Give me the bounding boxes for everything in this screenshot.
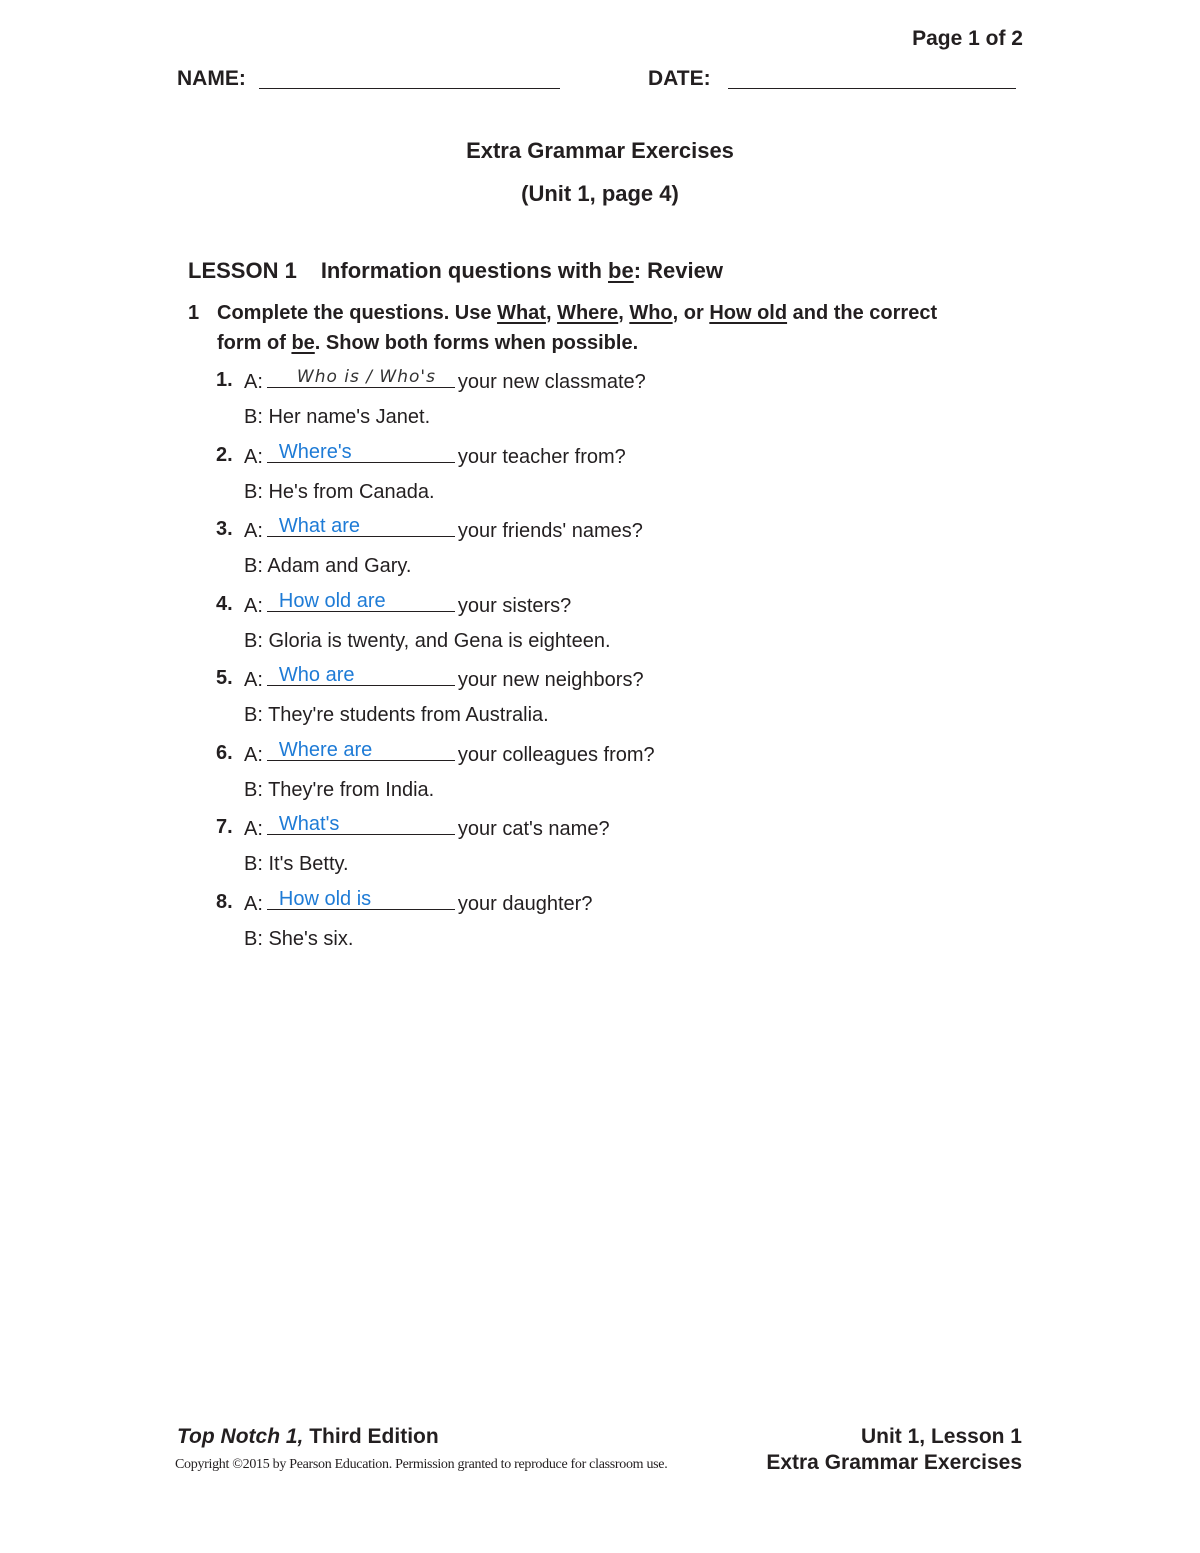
item-a-label: A:	[244, 446, 263, 468]
item-question	[244, 664, 644, 692]
item-answer-line: B: They're students from Australia.	[244, 704, 549, 726]
item-a-label: A:	[244, 893, 263, 915]
lesson-title-post: : Review	[633, 258, 723, 283]
instr-text: form of	[217, 332, 292, 354]
lesson-title-pre: Information questions with	[320, 258, 609, 283]
page-subtitle: (Unit 1, page 4)	[521, 181, 679, 206]
answer-blank[interactable]	[267, 515, 455, 537]
item-a-label: A:	[244, 520, 263, 542]
lesson-heading	[188, 258, 723, 284]
item-question	[244, 739, 655, 767]
answer-blank[interactable]	[267, 888, 455, 910]
item-question-rest: your friends' names?	[457, 520, 643, 542]
answer-text: Where are	[278, 739, 373, 761]
instr-word-who: Who	[629, 302, 673, 324]
footer-copyright: Copyright ©2015 by Pearson Education. Permission granted to reproduce for classroom use.	[175, 1457, 668, 1472]
footer-book-title	[177, 1425, 439, 1449]
item-a-label: A:	[244, 669, 263, 691]
item-number: 4.	[216, 593, 233, 615]
item-question	[244, 369, 646, 394]
answer-blank[interactable]	[267, 590, 455, 612]
item-question	[244, 441, 626, 469]
instr-text: . Show both forms when possible.	[314, 332, 639, 354]
answer-text: How old are	[278, 590, 386, 612]
answer-blank[interactable]	[267, 739, 455, 761]
footer-unit-lesson: Unit 1, Lesson 1	[860, 1425, 1022, 1448]
answer-text: How old is	[278, 888, 372, 910]
instr-text: Complete the questions. Use	[217, 302, 498, 324]
item-number: 8.	[216, 891, 233, 913]
item-question-rest: your cat's name?	[457, 818, 610, 840]
answer-blank[interactable]	[267, 664, 455, 686]
answer-text: Who is / Who's	[296, 367, 436, 387]
item-question-rest: your new neighbors?	[457, 669, 644, 691]
item-question	[244, 590, 572, 618]
name-line	[259, 88, 560, 89]
item-number: 7.	[216, 816, 233, 838]
item-question	[244, 515, 643, 543]
item-answer-line: B: She's six.	[244, 928, 354, 950]
lesson-title-be: be	[608, 258, 634, 283]
instr-sep: ,	[545, 302, 558, 324]
page-indicator: Page 1 of 2	[912, 27, 1023, 50]
instr-sep: , or	[672, 302, 710, 324]
item-number: 6.	[216, 742, 233, 764]
item-answer-line: B: It's Betty.	[244, 853, 349, 875]
answer-text: Where's	[278, 441, 352, 463]
item-answer-line: B: Adam and Gary.	[244, 555, 412, 577]
item-question-rest: your new classmate?	[457, 371, 646, 393]
item-number: 5.	[216, 667, 233, 689]
instr-sep: ,	[618, 302, 630, 324]
answer-text: Who are	[278, 664, 355, 686]
footer-section: Extra Grammar Exercises	[766, 1451, 1022, 1474]
instr-word-what: What	[497, 302, 546, 324]
instr-word-how-old: How old	[709, 302, 788, 324]
item-number: 1.	[216, 369, 233, 391]
date-label: DATE:	[648, 67, 711, 90]
instr-word-be: be	[291, 332, 315, 354]
item-question-rest: your teacher from?	[457, 446, 626, 468]
footer-book-name: Top Notch 1,	[177, 1425, 304, 1448]
date-line	[728, 88, 1016, 89]
item-answer-line: B: He's from Canada.	[244, 481, 435, 503]
item-answer-line: B: Gloria is twenty, and Gena is eighteen.	[244, 630, 611, 652]
answer-blank[interactable]	[267, 813, 455, 835]
item-a-label: A:	[244, 595, 263, 617]
item-question	[244, 888, 593, 916]
instr-word-where: Where	[557, 302, 619, 324]
name-label: NAME:	[177, 67, 246, 90]
item-a-label: A:	[244, 371, 263, 393]
item-answer-line: B: Her name's Janet.	[244, 406, 431, 428]
item-question	[244, 813, 610, 841]
item-number: 2.	[216, 444, 233, 466]
answer-blank[interactable]	[267, 441, 455, 463]
instructions-line-1	[188, 302, 1028, 325]
instructions-line-2	[217, 332, 1057, 355]
item-a-label: A:	[244, 818, 263, 840]
item-number: 3.	[216, 518, 233, 540]
item-answer-line: B: They're from India.	[244, 779, 435, 801]
item-a-label: A:	[244, 744, 263, 766]
answer-blank[interactable]	[267, 369, 455, 388]
answer-text: What are	[278, 515, 361, 537]
answer-text: What's	[278, 813, 340, 835]
page-title: Extra Grammar Exercises	[466, 138, 734, 163]
lesson-number: LESSON 1	[188, 258, 297, 283]
footer-edition: Third Edition	[303, 1425, 439, 1448]
item-question-rest: your colleagues from?	[457, 744, 655, 766]
exercise-number: 1	[188, 302, 200, 324]
item-question-rest: your daughter?	[457, 893, 593, 915]
item-question-rest: your sisters?	[457, 595, 572, 617]
instr-text: and the correct	[787, 302, 938, 324]
